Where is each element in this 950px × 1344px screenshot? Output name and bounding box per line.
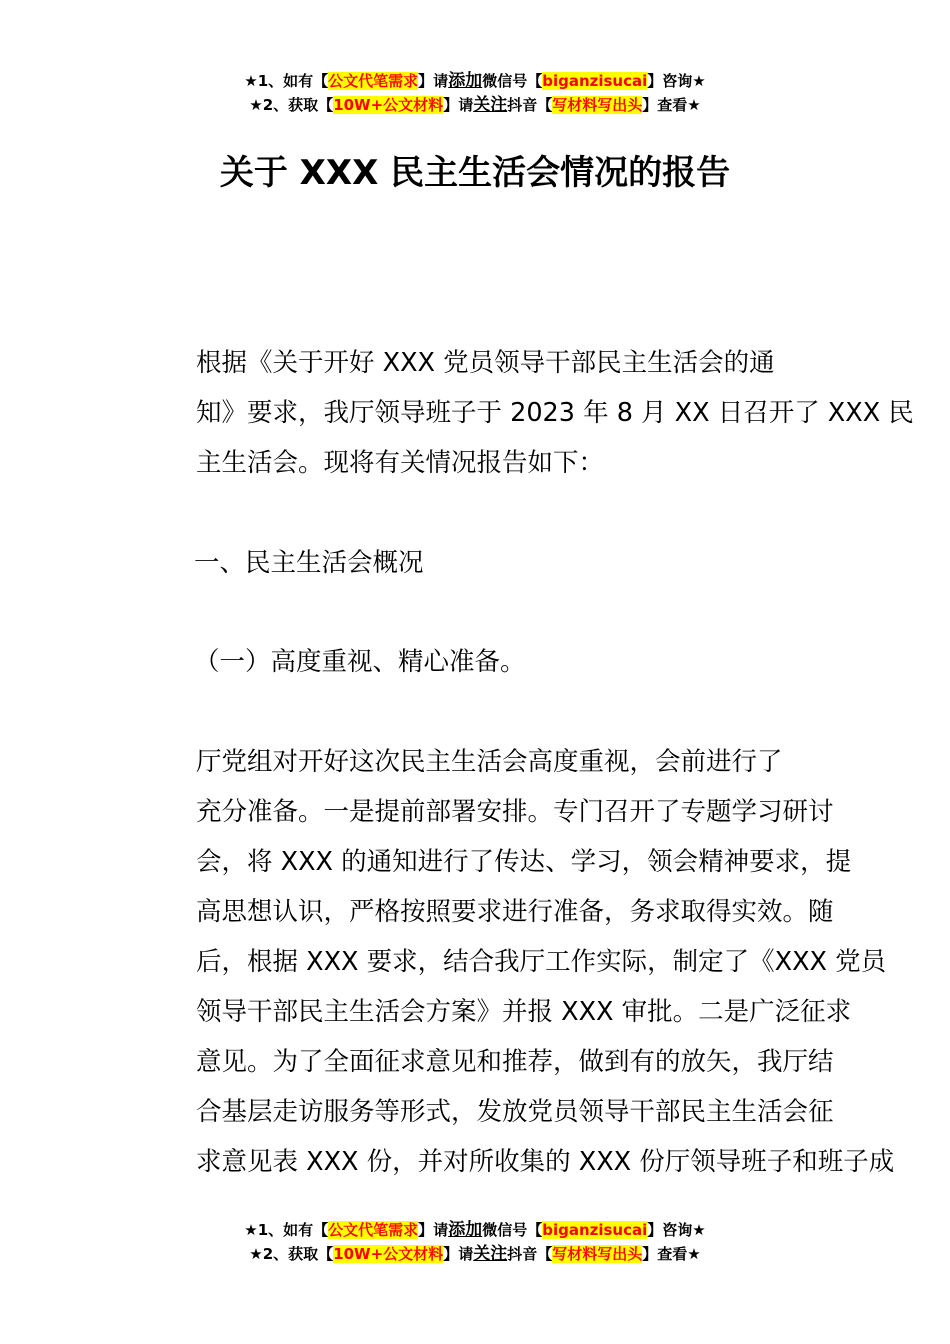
banner-text: 】查看★ (642, 1245, 701, 1263)
paragraph-line: 根据《关于开好 XXX 党员领导干部民主生活会的通 (196, 348, 775, 378)
banner-douyin-id: 写材料写出头 (552, 1245, 643, 1263)
body-paragraph (144, 737, 895, 1187)
subsection-heading: （一）高度重视、精心准备。 (194, 647, 526, 677)
banner-text: 微信号【 (482, 1221, 543, 1239)
paragraph-line: 后，根据 XXX 要求，结合我厅工作实际，制定了《XXX 党员 (196, 947, 887, 977)
banner-text: 】查看★ (642, 96, 701, 114)
banner-underline: 关注 (473, 95, 508, 115)
bottom-banner (0, 1218, 950, 1266)
banner-wechat-id: biganzisucai (542, 1221, 648, 1239)
banner-text: 微信号【 (482, 72, 543, 90)
banner-line-1 (0, 1218, 950, 1242)
top-banner (0, 69, 950, 117)
section-heading: 一、民主生活会概况 (194, 548, 424, 578)
banner-underline: 添加 (448, 71, 483, 91)
banner-highlight: 公文代笔需求 (328, 1221, 419, 1239)
paragraph-line: 厅党组对开好这次民主生活会高度重视，会前进行了 (196, 747, 783, 777)
banner-text: 】请 (443, 1245, 474, 1263)
banner-highlight: 10W+公文材料 (333, 96, 444, 114)
paragraph-line: 意见。为了全面征求意见和推荐，做到有的放矢，我厅结 (196, 1047, 834, 1077)
banner-text: 】请 (443, 96, 474, 114)
paragraph-line: 求意见表 XXX 份，并对所收集的 XXX 份厅领导班子和班子成 (196, 1147, 895, 1177)
banner-text: ★1、如有【 (244, 72, 329, 90)
intro-paragraph (144, 338, 914, 488)
banner-text: ★2、获取【 (249, 1245, 334, 1263)
banner-text: ★2、获取【 (249, 96, 334, 114)
banner-douyin-id: 写材料写出头 (552, 96, 643, 114)
banner-line-1 (0, 69, 950, 93)
paragraph-line: 会，将 XXX 的通知进行了传达、学习，领会精神要求，提 (196, 847, 852, 877)
banner-highlight: 10W+公文材料 (333, 1245, 444, 1263)
document-title: 关于 XXX 民主生活会情况的报告 (219, 153, 731, 193)
banner-text: 】咨询★ (647, 72, 706, 90)
banner-text: 】请 (418, 1221, 449, 1239)
paragraph-line: 主生活会。现将有关情况报告如下： (196, 448, 605, 478)
banner-wechat-id: biganzisucai (542, 72, 648, 90)
banner-underline: 添加 (448, 1220, 483, 1240)
paragraph-line: 知》要求，我厅领导班子于 2023 年 8 月 XX 日召开了 XXX 民 (196, 398, 914, 428)
banner-line-2 (0, 1242, 950, 1266)
banner-underline: 关注 (473, 1244, 508, 1264)
banner-text: ★1、如有【 (244, 1221, 329, 1239)
paragraph-line: 合基层走访服务等形式，发放党员领导干部民主生活会征 (196, 1097, 834, 1127)
banner-line-2 (0, 93, 950, 117)
banner-highlight: 公文代笔需求 (328, 72, 419, 90)
banner-text: 抖音【 (507, 96, 553, 114)
banner-text: 抖音【 (507, 1245, 553, 1263)
paragraph-line: 领导干部民主生活会方案》并报 XXX 审批。二是广泛征求 (196, 997, 852, 1027)
paragraph-line: 充分准备。一是提前部署安排。专门召开了专题学习研讨 (196, 797, 834, 827)
banner-text: 】请 (418, 72, 449, 90)
paragraph-line: 高思想认识，严格按照要求进行准备，务求取得实效。随 (196, 897, 834, 927)
banner-text: 】咨询★ (647, 1221, 706, 1239)
